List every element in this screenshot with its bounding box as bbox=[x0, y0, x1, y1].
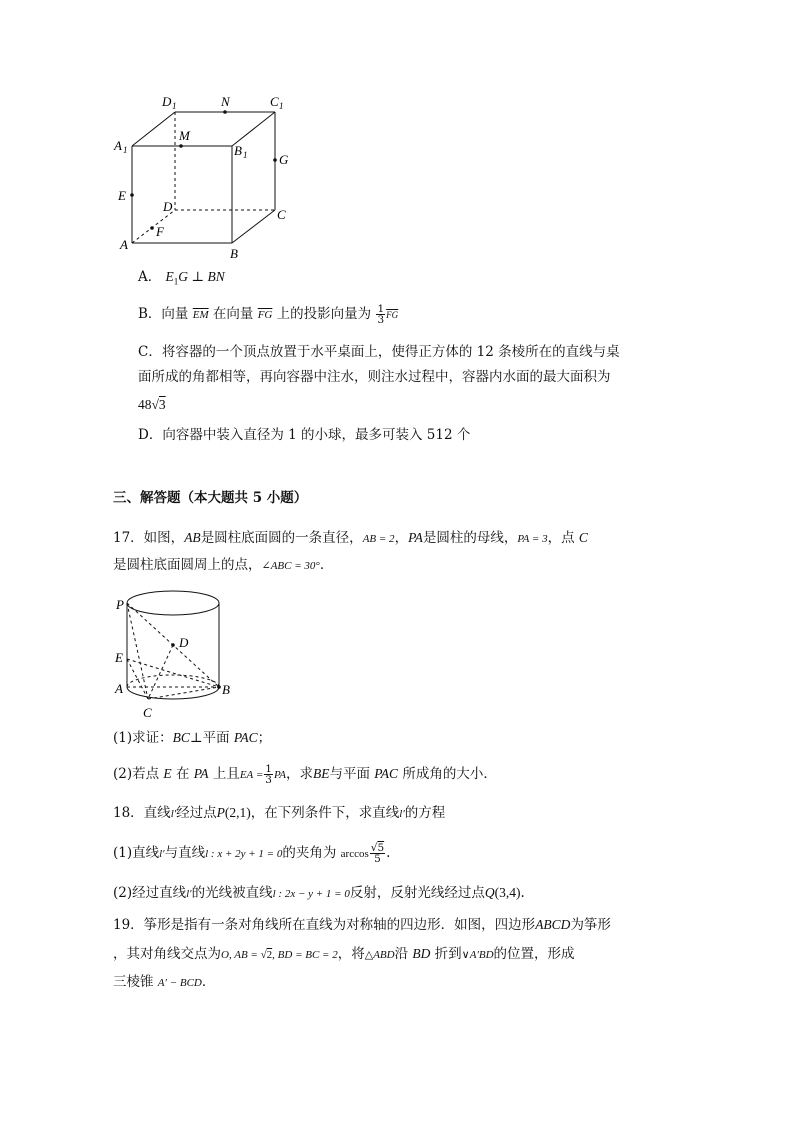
option-c-radicand: 3 bbox=[158, 397, 166, 412]
q17-sub1-a: (1)求证： bbox=[113, 730, 173, 746]
label-m: M bbox=[179, 128, 190, 143]
cyl-label-b: B bbox=[222, 682, 230, 697]
label-n: N bbox=[221, 94, 230, 109]
option-a-math: E bbox=[165, 269, 174, 284]
q17-sub2-e: E bbox=[163, 766, 172, 781]
option-b-frac-den: 3 bbox=[377, 314, 385, 326]
q17-l1-pa: PA bbox=[408, 530, 423, 545]
label-c1-sub: 1 bbox=[279, 101, 284, 111]
q18-sub2 bbox=[113, 883, 525, 904]
point-n bbox=[223, 110, 227, 114]
cyl-label-a: A bbox=[115, 681, 123, 696]
q18-sub1-b: 与直线 bbox=[164, 845, 206, 861]
q17-l1-ab: AB bbox=[184, 530, 201, 545]
cyl-point-d bbox=[171, 643, 175, 647]
q17-sub2-eq: EA = bbox=[239, 769, 264, 781]
q17-l1-c: ， bbox=[394, 530, 409, 546]
q17-l2-a: 是圆柱底面圆周上的点， bbox=[113, 557, 262, 573]
q19-l1-abcd: ABCD bbox=[535, 917, 571, 932]
q19-l2-tri: △ABD bbox=[364, 949, 395, 961]
label-a1: A bbox=[114, 138, 122, 153]
q17-sub2-c: 上且 bbox=[212, 766, 240, 782]
q18-sub2-l: l′ bbox=[186, 888, 192, 900]
q19-l2-tri2: ∨A′BD bbox=[461, 949, 494, 961]
option-b-text-mid: 在向量 bbox=[212, 306, 254, 322]
q19-l2-bd: BD bbox=[412, 946, 431, 961]
q18-l1-l: l′ bbox=[170, 808, 177, 820]
q17-sub2-a: (2)若点 bbox=[113, 766, 160, 782]
option-b-prefix: B．向量 bbox=[138, 306, 189, 322]
q17-l1-e: ，点 bbox=[547, 530, 575, 546]
q17-sub1-c: ； bbox=[257, 730, 272, 746]
q17-sub1 bbox=[113, 728, 271, 748]
q17-sub2-frac-den: 3 bbox=[265, 774, 272, 786]
q18-sub1-a: (1)直线 bbox=[113, 845, 160, 861]
label-a1-sub: 1 bbox=[123, 145, 128, 155]
q19-l1-end: 为筝形 bbox=[570, 917, 611, 933]
option-b-text-mid2: 上的投影向量为 bbox=[276, 306, 372, 322]
q17-sub2-e-text: 与平面 bbox=[329, 766, 370, 782]
option-a-math-sub: 1 bbox=[173, 276, 179, 287]
option-c-coef: 48 bbox=[138, 397, 152, 412]
q18-l1-p-coord: (2,1) bbox=[224, 805, 251, 820]
q17-sub2-fraction bbox=[264, 764, 273, 785]
q17-l1-eq1: AB = 2 bbox=[362, 533, 395, 545]
label-f: F bbox=[156, 224, 164, 239]
q19-line2: ，其对角线交点为O, AB = √2, BD = BC = 2，将△ABD沿 BD 折到∨A′BD的位置，形成 bbox=[113, 946, 575, 962]
q18-sub1-frac-den: 5 bbox=[374, 853, 381, 865]
q17-sub2-d: ，求 bbox=[285, 766, 313, 782]
point-e bbox=[130, 193, 134, 197]
q17-l1-b: 是圆柱底面圆的一条直径， bbox=[200, 530, 363, 546]
label-b: B bbox=[230, 246, 238, 261]
q19-l2-e: 的位置，形成 bbox=[493, 946, 575, 962]
q17-sub2-pa2: PA bbox=[273, 769, 286, 781]
option-a-math-rest: G ⊥ BN bbox=[178, 269, 225, 284]
q19-line3 bbox=[113, 972, 215, 993]
q17-sub2 bbox=[113, 764, 497, 785]
q17-l1-eq2: PA = 3 bbox=[517, 533, 548, 545]
q17-l2-b: ． bbox=[319, 557, 334, 573]
q17-l1-point-c: C bbox=[578, 530, 588, 545]
q17-l1-a: 17．如图， bbox=[113, 530, 185, 546]
q18-sub1-frac-num: 5 bbox=[377, 842, 385, 854]
option-a-prefix: A． bbox=[138, 269, 162, 285]
q19-l2-math: O, AB = bbox=[221, 949, 261, 961]
q19-l2-math2: , BD = BC = 2 bbox=[272, 949, 338, 961]
point-g bbox=[273, 158, 277, 162]
section3-title: 三、解答题（本大题共 5 小题） bbox=[113, 490, 308, 506]
cube-figure bbox=[110, 92, 300, 262]
q19-line1 bbox=[113, 915, 611, 935]
q19-l2-rad: 2 bbox=[266, 949, 273, 961]
q17-l2-angle: ∠ABC = 30° bbox=[261, 560, 320, 572]
label-c: C bbox=[277, 207, 286, 222]
q17-sub1-b: 平面 bbox=[202, 730, 230, 746]
q18-sub2-end: . bbox=[520, 885, 525, 901]
q18-sub1-end: . bbox=[386, 845, 391, 861]
q17-line2 bbox=[113, 555, 333, 576]
option-b-vector-fg-2: $\overline{FG}$ bbox=[386, 310, 399, 320]
q18-sub2-b: 的光线被直线 bbox=[191, 885, 273, 901]
q18-sub1-l: l′ bbox=[159, 848, 165, 860]
q17-sub2-pa: PA bbox=[193, 766, 209, 781]
q18-sub1 bbox=[113, 843, 390, 864]
q19-l2-b: ，将 bbox=[337, 946, 365, 962]
q18-sub2-q-coord: (3,4) bbox=[494, 885, 521, 900]
label-b1-sub: 1 bbox=[243, 150, 248, 160]
label-e: E bbox=[118, 188, 126, 203]
label-d: D bbox=[163, 199, 173, 214]
q18-l1-l2: l′ bbox=[399, 808, 405, 820]
option-c-line1: C．将容器的一个顶点放置于水平桌面上，使得正方体的 12 条棱所在的直线与桌 bbox=[138, 344, 620, 360]
option-d: D．向容器中装入直径为 1 的小球，最多可装入 512 个 bbox=[138, 427, 471, 443]
q18-l1-d: 的方程 bbox=[404, 805, 446, 821]
option-c-line3: 48√3 bbox=[138, 397, 166, 412]
option-b-vector-fg: $\overline{FG}$ bbox=[257, 309, 273, 321]
q18-sub2-a: (2)经过直线 bbox=[113, 885, 187, 901]
q18-sub2-q: Q bbox=[484, 885, 495, 900]
q17-line1 bbox=[113, 528, 588, 549]
q17-sub2-frac-num: 1 bbox=[265, 763, 272, 775]
option-b-frac-num: 1 bbox=[377, 303, 385, 315]
label-d1-sub: 1 bbox=[172, 101, 177, 111]
option-a bbox=[138, 267, 225, 292]
q17-l1-d: 是圆柱的母线， bbox=[422, 530, 518, 546]
label-a: A bbox=[120, 237, 128, 252]
q19-l3-end: ． bbox=[201, 974, 216, 990]
q19-l1-text: 19．筝形是指有一条对角线所在直线为对称轴的四边形．如图，四边形 bbox=[113, 917, 536, 933]
q18-sub2-c: 反射，反射光线经过点 bbox=[349, 885, 485, 901]
point-f bbox=[150, 226, 154, 230]
label-c1: C bbox=[270, 94, 279, 109]
option-b-fraction bbox=[376, 304, 385, 325]
q18-sub2-eq: l : 2x − y + 1 = 0 bbox=[272, 888, 350, 900]
option-b bbox=[138, 304, 398, 325]
q18-l1-b: 经过点 bbox=[176, 805, 217, 821]
q19-l2-d: 折到 bbox=[434, 946, 462, 962]
label-b1: B bbox=[234, 143, 242, 158]
q18-line1 bbox=[113, 803, 445, 824]
q18-sub1-eq: l : x + 2y + 1 = 0 bbox=[205, 848, 283, 860]
cyl-label-p: P bbox=[116, 597, 124, 612]
q17-sub1-math2: PAC bbox=[233, 730, 258, 745]
q18-sub1-arccos: arccos bbox=[340, 848, 369, 860]
option-b-vector-em: $\overline{EM}$ bbox=[192, 309, 209, 321]
q18-sub1-fraction: $\frac{√5}{5}$ bbox=[370, 842, 385, 865]
cyl-label-d: D bbox=[179, 635, 189, 650]
q19-l2-c: 沿 bbox=[394, 946, 409, 962]
q18-l1-a: 18．直线 bbox=[113, 805, 171, 821]
option-c-line2: 面所成的角都相等，再向容器中注水，则注水过程中，容器内水面的最大面积为 bbox=[138, 369, 611, 385]
q17-sub1-math: BC⊥ bbox=[172, 730, 203, 745]
q19-l2-a: ，其对角线交点为 bbox=[113, 946, 221, 962]
q19-l3-a: 三棱锥 bbox=[113, 974, 154, 990]
q18-l1-p: P bbox=[216, 805, 225, 820]
q18-sub1-c: 的夹角为 bbox=[282, 845, 337, 861]
cyl-point-b bbox=[217, 685, 221, 689]
cyl-label-e: E bbox=[115, 650, 123, 665]
q17-sub2-f: 所成角的大小． bbox=[402, 766, 497, 782]
label-d1: D bbox=[162, 94, 172, 109]
q17-sub2-b: 在 bbox=[175, 766, 190, 782]
q19-l3-math: A′ − BCD bbox=[157, 977, 202, 989]
label-g: G bbox=[279, 152, 289, 167]
point-m bbox=[179, 144, 183, 148]
cylinder-figure bbox=[110, 583, 240, 723]
q17-sub2-be: BE bbox=[312, 766, 330, 781]
q17-sub2-pac: PAC bbox=[374, 766, 399, 781]
q18-l1-c: ，在下列条件下，求直线 bbox=[250, 805, 400, 821]
cyl-label-c: C bbox=[143, 705, 152, 720]
